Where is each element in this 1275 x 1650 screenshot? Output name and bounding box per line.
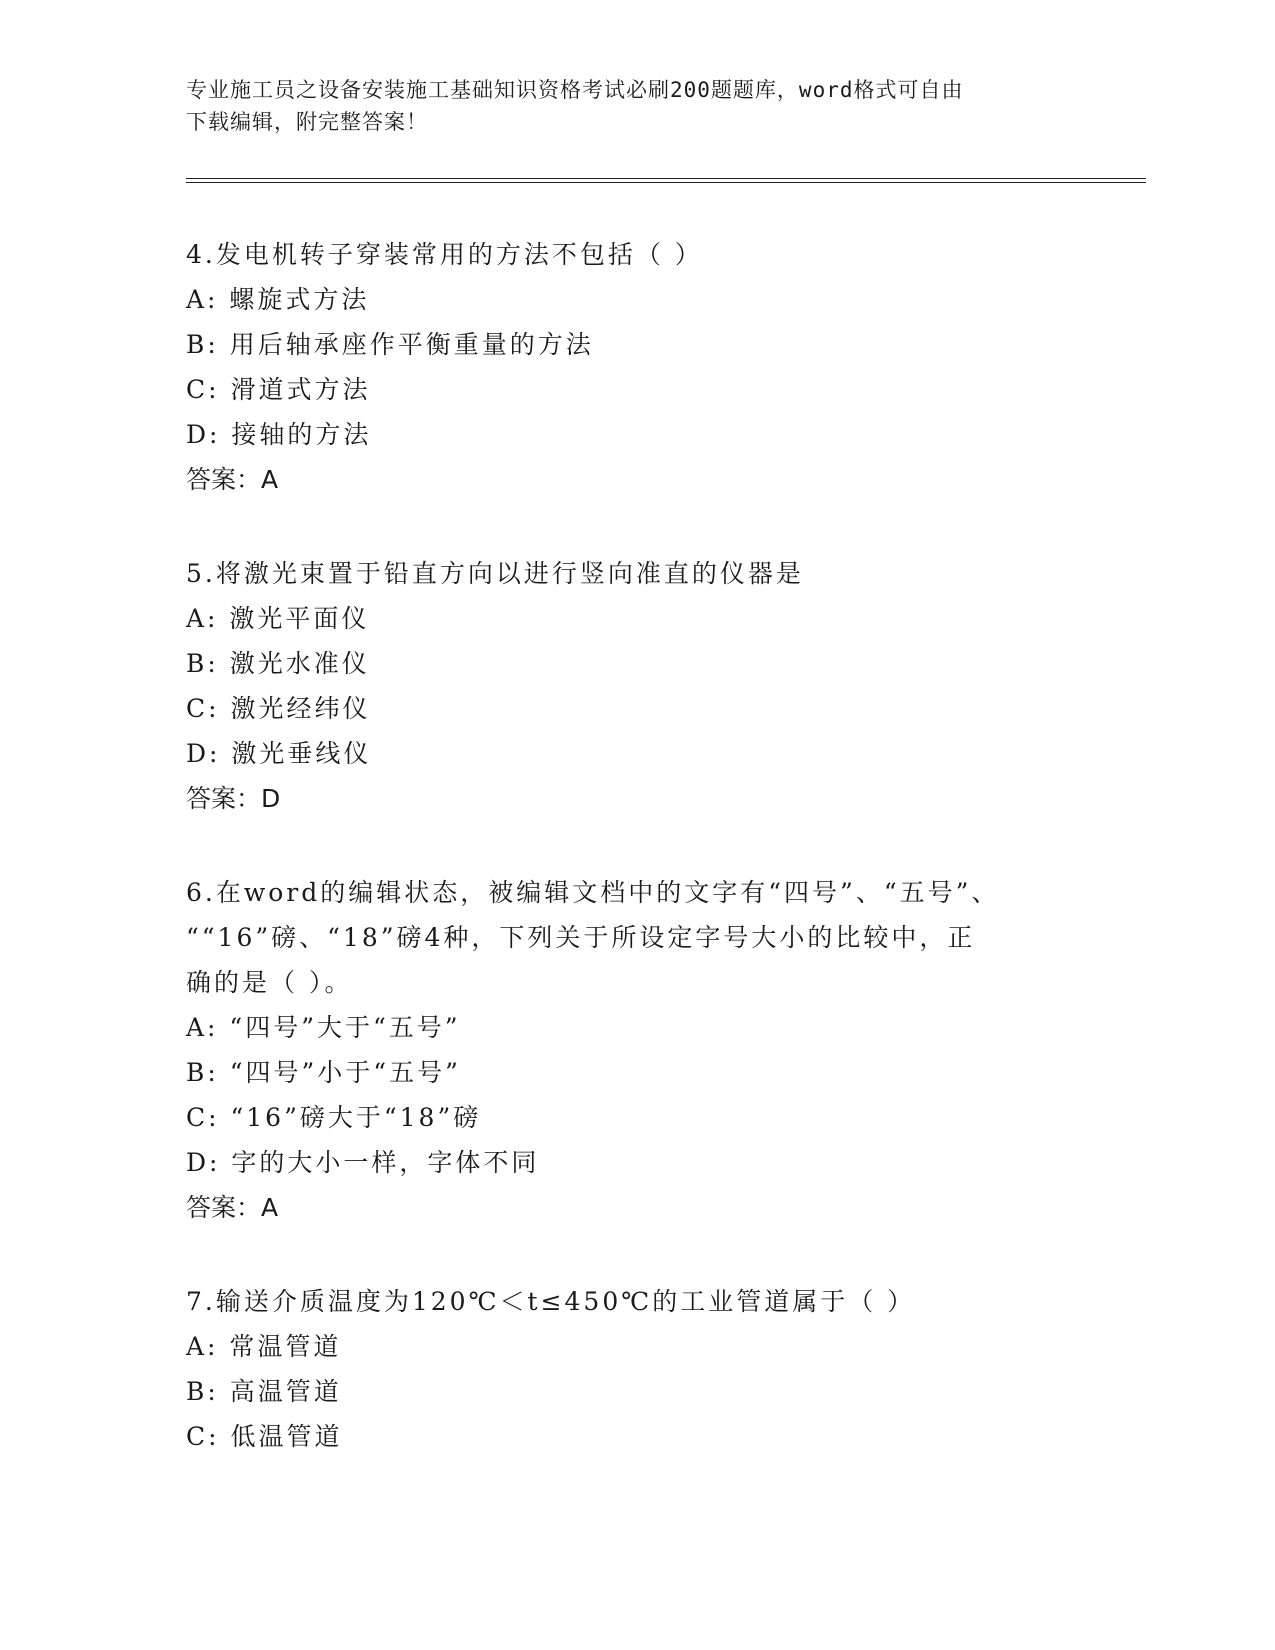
question-7: [186, 1279, 1086, 1459]
answer: 答案：A: [186, 465, 279, 494]
option-a: A: 螺旋式方法: [186, 285, 370, 314]
option-c: C: “16”磅大于“18”磅: [186, 1103, 482, 1132]
option-b: B: 高温管道: [186, 1377, 342, 1406]
question-text-line-2: ““16”磅、“18”磅4种，下列关于所设定字号大小的比较中，正: [186, 923, 976, 952]
option-c: C: 低温管道: [186, 1422, 343, 1451]
header-line-2: 下载编辑，附完整答案！: [186, 110, 428, 134]
answer: 答案：D: [186, 784, 281, 813]
option-b: B: “四号”小于“五号”: [186, 1058, 461, 1087]
option-d: D: 字的大小一样，字体不同: [186, 1148, 540, 1177]
document-header: [186, 74, 1086, 138]
header-line-1: 专业施工员之设备安装施工基础知识资格考试必刷200题题库，word格式可自由: [186, 78, 964, 102]
question-6: [186, 870, 1086, 1230]
header-divider: [186, 178, 1146, 183]
option-b: B: 激光水准仪: [186, 649, 370, 678]
question-list: [186, 232, 1086, 1508]
option-c: C: 滑道式方法: [186, 375, 371, 404]
question-text-line-1: 6.在word的编辑状态，被编辑文档中的文字有“四号”、“五号”、: [186, 878, 1000, 907]
question-text: 4.发电机转子穿装常用的方法不包括（ ）: [186, 240, 703, 269]
option-c: C: 激光经纬仪: [186, 694, 371, 723]
question-4: [186, 232, 1086, 502]
option-d: D: 接轴的方法: [186, 420, 372, 449]
question-text: 7.输送介质温度为120℃＜t≤450℃的工业管道属于（ ）: [186, 1287, 916, 1316]
option-a: A: 激光平面仪: [186, 604, 370, 633]
option-a: A: 常温管道: [186, 1332, 342, 1361]
question-5: [186, 551, 1086, 821]
option-d: D: 激光垂线仪: [186, 739, 372, 768]
question-text: 5.将激光束置于铅直方向以进行竖向准直的仪器是: [186, 559, 804, 588]
option-b: B: 用后轴承座作平衡重量的方法: [186, 330, 594, 359]
answer: 答案：A: [186, 1193, 279, 1222]
option-a: A: “四号”大于“五号”: [186, 1013, 461, 1042]
question-text-line-3: 确的是（ ）。: [186, 968, 353, 997]
